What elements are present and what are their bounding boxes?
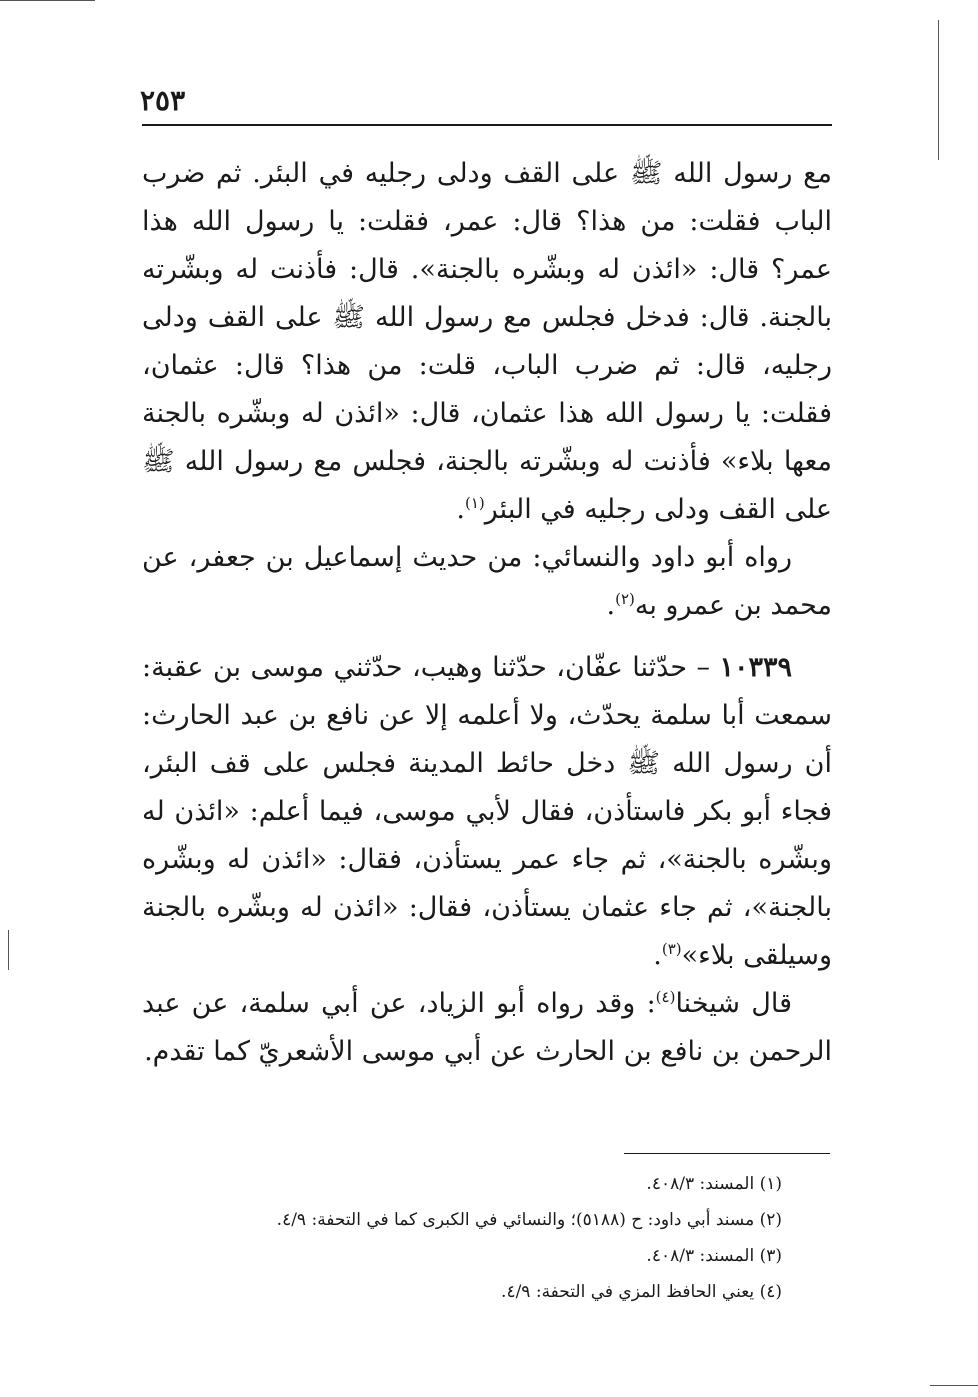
scan-edge-mark-bottom-right [930, 1385, 978, 1386]
hadith-paragraph [142, 644, 832, 980]
footnote-ref-1: (١) [465, 494, 485, 512]
paragraph-2-text: رواه أبو داود والنسائي: من حديث إسماعيل بن جعفر، عن محمد بن عمرو به [142, 542, 832, 621]
header-rule [142, 124, 832, 126]
main-text [142, 150, 832, 1076]
paragraph-1-tail: . [456, 494, 465, 525]
hadith-number: ١٠٣٣٩ [719, 652, 792, 683]
footnote-ref-3: (٣) [661, 940, 682, 958]
paragraph-2 [142, 534, 832, 630]
paragraph-2-tail: . [606, 590, 616, 621]
footnote-2: (٢) مسند أبي داود: ح (٥١٨٨)؛ والنسائي في الكبرى كما في التحفة: ٤/٩. [276, 1210, 782, 1230]
scan-edge-mark-top-left [0, 0, 95, 1]
paragraph-4 [142, 980, 832, 1076]
footnote-1: (١) المسند: ٤٠٨/٣. [646, 1174, 782, 1194]
hadith-text: – حدّثنا عفّان، حدّثنا وهيب، حدّثني موسى بن عقبة: سمعت أبا سلمة يحدّث، ولا أعلمه إلا عن نافع بن عبد الحارث: أن رسول الله ﷺ دخل حائط المدينة فجلس على قف البئر، فجاء أبو بكر فاستأذن، فقال لأبي موسى، فيما أعلم: «ائذن له وبشّره بالجنة»، ثم جاء عمر يستأذن، فقال: «ائذن له وبشّره بالجنة»، ثم جاء عثمان يستأذن، فقال: «ائذن له وبشّره بالجنة وسيلقى بلاء» [142, 652, 832, 971]
paragraph-4-text: : وقد رواه أبو الزياد، عن أبي سلمة، عن عبد الرحمن بن نافع بن الحارث عن أبي موسى الأشعريّ كما تقدم. [142, 988, 832, 1067]
scan-edge-mark-right [938, 20, 939, 160]
hadith-tail: . [653, 940, 662, 971]
page-number: ٢٥٣ [140, 84, 186, 117]
paragraph-1 [142, 150, 832, 534]
paragraph-1-text: مع رسول الله ﷺ على القف ودلى رجليه في البئر. ثم ضرب الباب فقلت: من هذا؟ قال: عمر، فقلت: يا رسول الله هذا عمر؟ قال: «ائذن له وبشّره بالجنة». قال: فأذنت له وبشّرته بالجنة. قال: فدخل فجلس مع رسول الله ﷺ على القف ودلى رجليه، قال: ثم ضرب الباب، قلت: من هذا؟ قال: عثمان، فقلت: يا رسول الله هذا عثمان، قال: «ائذن له وبشّره بالجنة معها بلاء» فأذنت له وبشّرته بالجنة، فجلس مع رسول الله ﷺ على القف ودلى رجليه في البئر [142, 158, 832, 525]
footnotes [142, 1166, 782, 1310]
footnote-rule [624, 1153, 830, 1154]
scan-edge-mark-left [8, 930, 9, 970]
footnote-ref-2: (٢) [615, 590, 635, 608]
footnote-4: (٤) يعني الحافظ المزي في التحفة: ٤/٩. [501, 1282, 782, 1302]
paragraph-4-lead: قال شيخنا [675, 988, 793, 1019]
footnote-3: (٣) المسند: ٤٠٨/٣. [646, 1246, 782, 1266]
footnote-ref-4: (٤) [655, 988, 676, 1006]
